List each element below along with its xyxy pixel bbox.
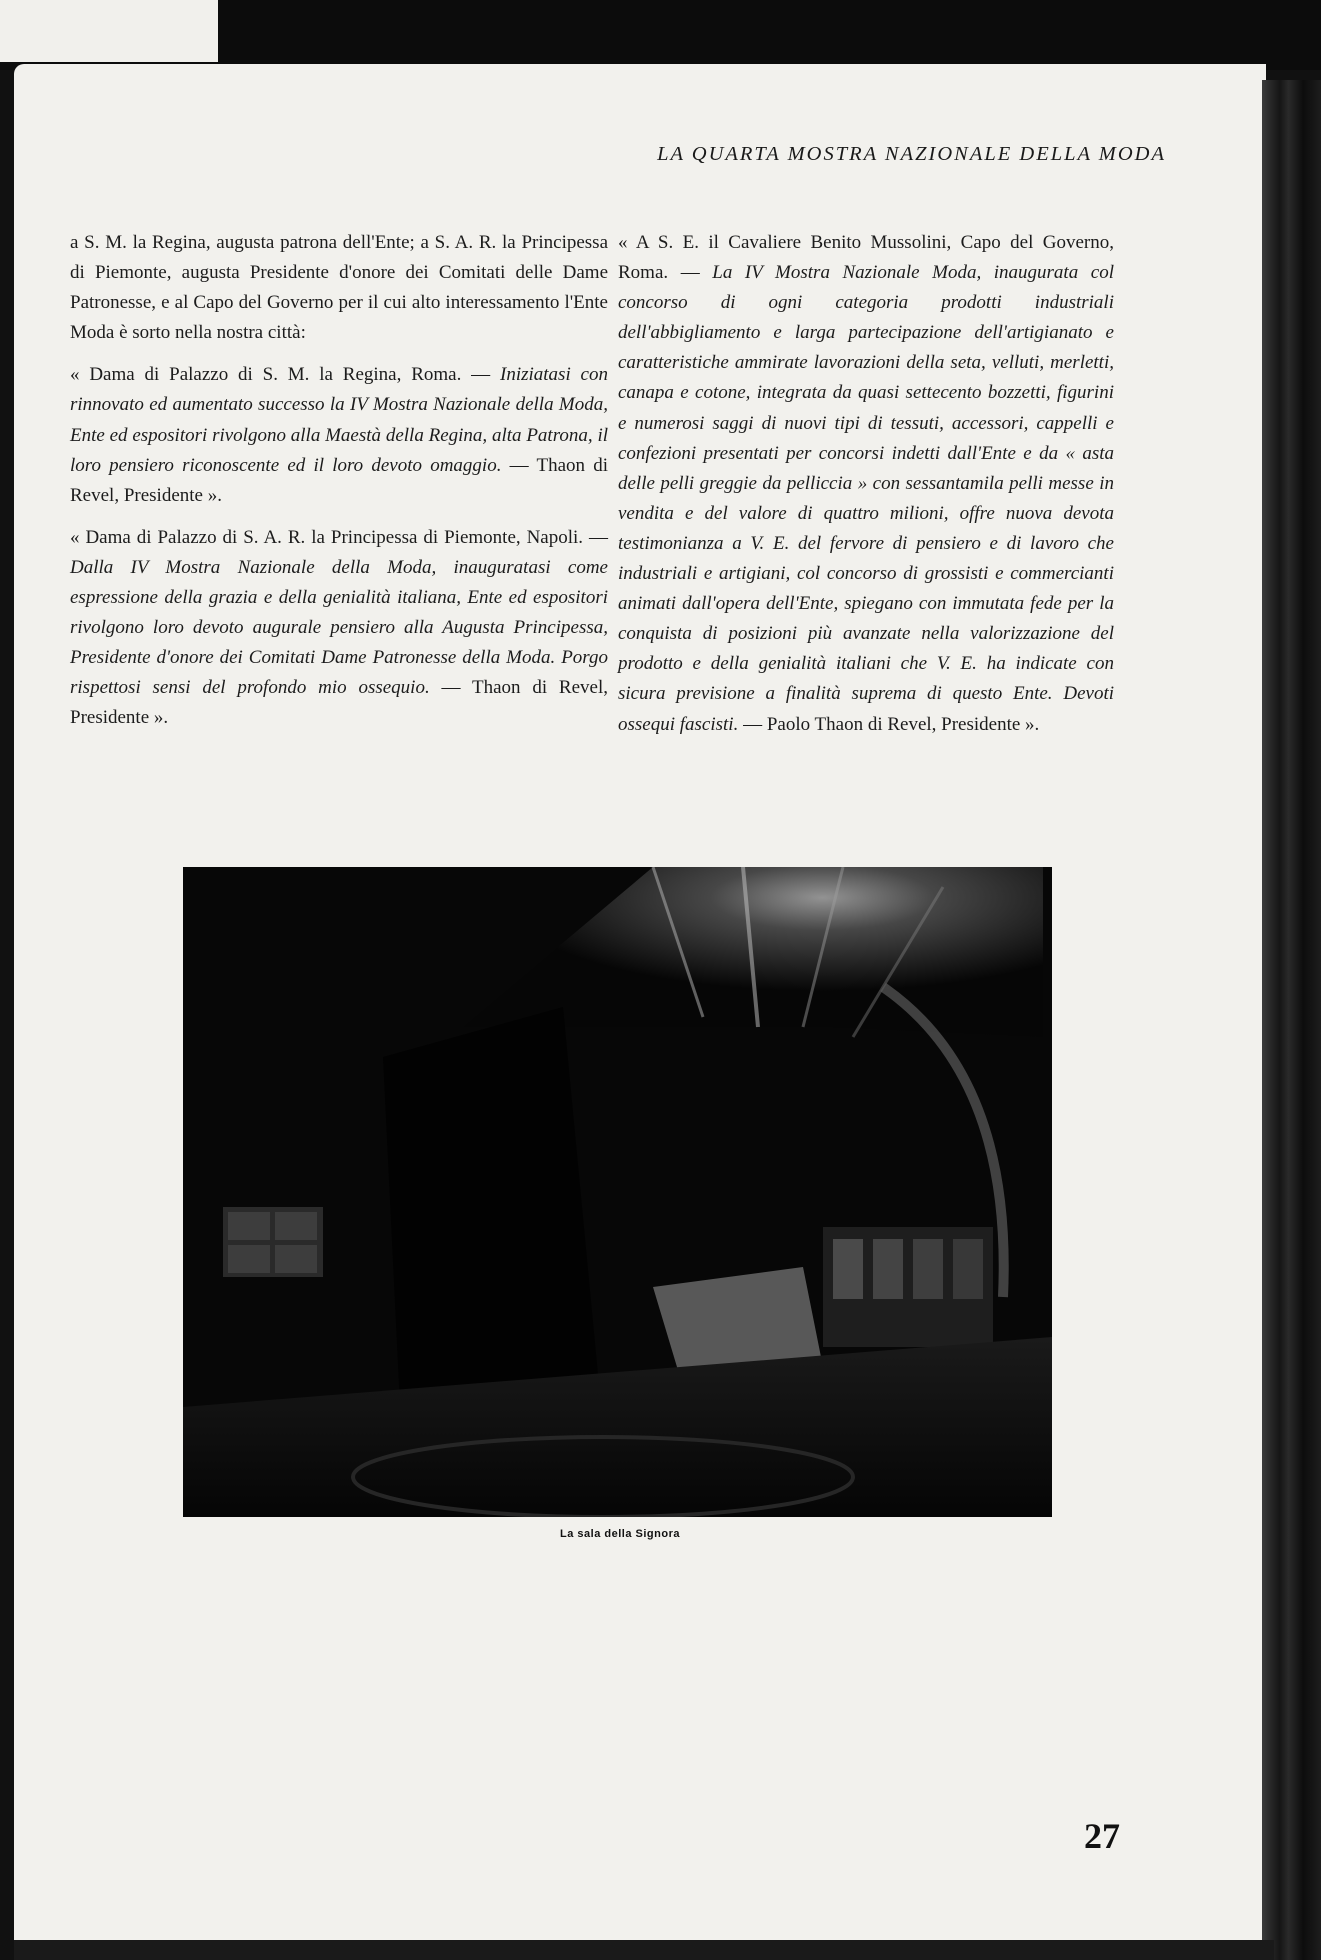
scan-bottom-border xyxy=(14,1940,1274,1960)
left-paragraph-1: a S. M. la Regina, augusta patrona dell'Ente; a S. A. R. la Principessa di Piemonte, augusta Presidente d'onore dei Comitati delle Dame Patronesse, e al Capo del Governo per il cui alto interessamento l'Ente Moda è sorto nella nostra città: xyxy=(70,232,608,344)
telegram-body: Dalla IV Mostra Nazionale della Moda, inauguratasi come espressione della grazia e della genialità italiana, Ente ed espositori rivolgono loro devoto augurale pensiero alla Augusta Principessa, Presidente d'onore dei Comitati Dame Patronesse della Moda. Porgo rispettosi sensi del profondo mio ossequio. xyxy=(70,556,608,699)
right-column xyxy=(618,228,1114,740)
telegram-heading: « Dama di Palazzo di S. A. R. la Principessa di Piemonte, Napoli. — xyxy=(70,526,608,548)
book-spine-edge xyxy=(1262,80,1321,1960)
left-column xyxy=(70,228,608,734)
page-number: 27 xyxy=(1084,1816,1120,1856)
scan-corner xyxy=(0,0,218,62)
exhibition-hall-photo xyxy=(183,867,1052,1517)
photo-illustration xyxy=(183,867,1052,1517)
telegram-signature: — Paolo Thaon di Revel, Presidente ». xyxy=(738,713,1040,735)
left-paragraph-2 xyxy=(70,360,608,510)
photo-caption: La sala della Signora xyxy=(560,1528,680,1540)
running-head: LA QUARTA MOSTRA NAZIONALE DELLA MODA xyxy=(657,143,1166,165)
telegram-body: La IV Mostra Nazionale Moda, inaugurata col concorso di ogni categoria prodotti industriali dell'abbigliamento e larga partecipazione dell'artigianato e caratteristiche ammirate lavorazioni della seta, velluti, merletti, canapa e cotone, integrata da quasi settecento bozzetti, figurini e numerosi saggi di nuovi tipi di tessuti, accessori, cappelli e confezioni presentati per concorsi indetti dall'Ente e da « asta delle pelli greggie da pelliccia » con sessantamila pelli messe in vendita e del valore di quattro milioni, offre nuova devota testimonianza a V. E. del fervore di pensiero e di lavoro che industriali e artigiani, col concorso di grossisti e commercianti animati dall'opera dell'Ente, spiegano con immutata fede per la conquista di posizioni più avanzate nella valorizzazione del prodotto e della genialità italiani che V. E. ha indicate con sicura previsione a finalità suprema di questo Ente. Devoti ossequi fascisti. xyxy=(618,262,1114,735)
telegram-heading: « Dama di Palazzo di S. M. la Regina, Roma. — xyxy=(70,364,500,386)
telegram-body: Iniziatasi con rinnovato ed aumentato successo la IV Mostra Nazionale della Moda, Ente ed espositori rivolgono alla Maestà della Regina, alta Patrona, il loro pensiero riconoscente ed il loro devoto omaggio. xyxy=(70,364,608,476)
right-paragraph-1 xyxy=(618,228,1114,740)
telegram-signature: — Thaon di Revel, Presidente ». xyxy=(70,677,608,729)
telegram-heading: « A S. E. il Cavaliere Benito Mussolini, Capo del Governo, Roma. — xyxy=(618,232,1114,284)
telegram-signature: — Thaon di Revel, Presidente ». xyxy=(70,454,608,506)
left-paragraph-3 xyxy=(70,523,608,734)
